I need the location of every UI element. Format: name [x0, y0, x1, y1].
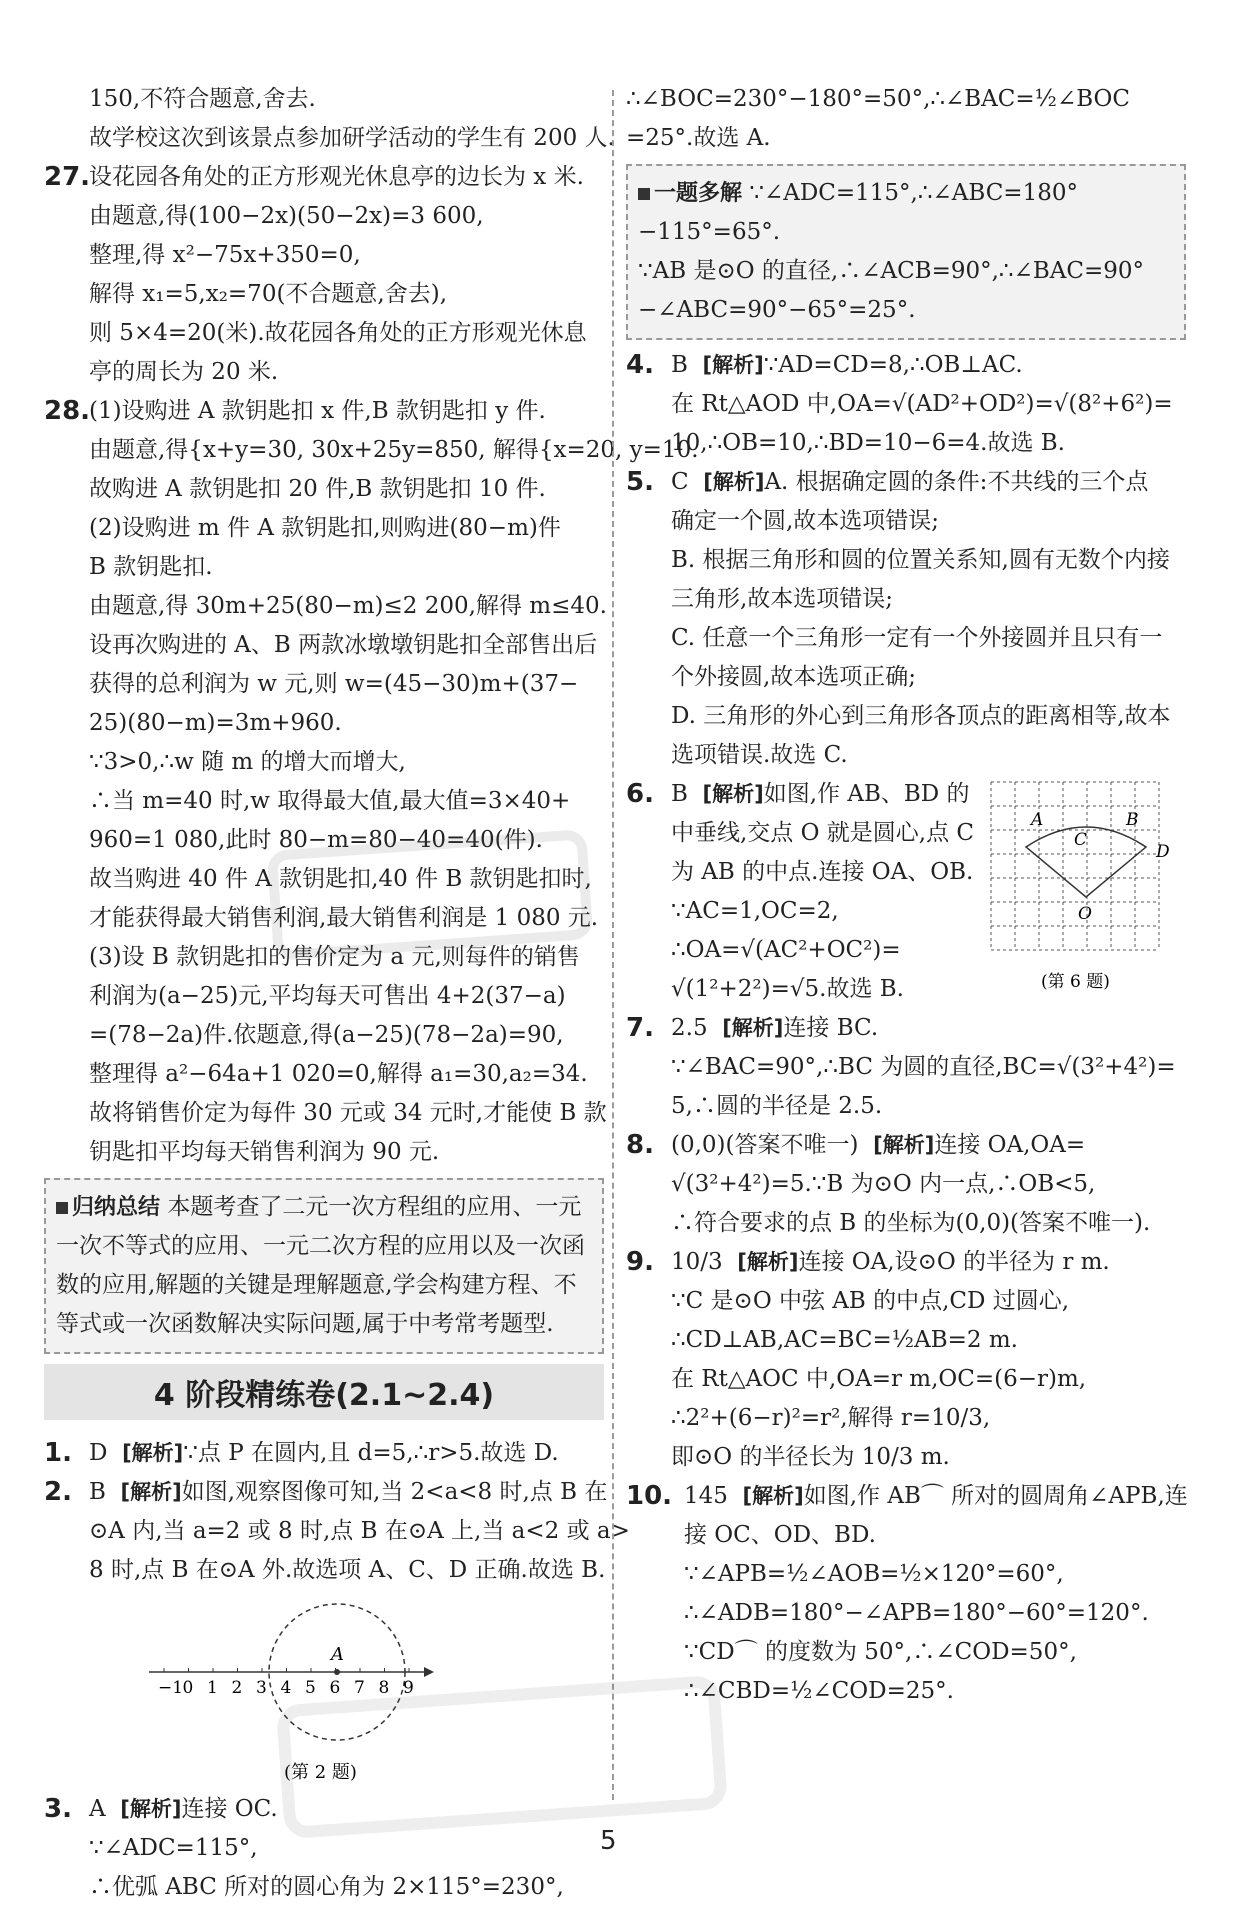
question-number: 28. — [44, 396, 91, 426]
text-line: √(1²+2²)=√5.故选 B. — [671, 976, 904, 1002]
text-line: ∴优弧 ABC 所对的圆心角为 2×115°=230°, — [89, 1874, 564, 1900]
answer: 145 — [684, 1483, 728, 1509]
text-line: 为 AB 的中点.连接 OA、OB. — [671, 859, 974, 885]
section-title: 4 阶段精练卷(2.1~2.4) — [44, 1364, 604, 1420]
arrow-icon — [424, 1667, 434, 1677]
analysis-tag: [解析] — [737, 1250, 799, 1274]
text-line: 选项错误.故选 C. — [671, 742, 848, 768]
text-line: ∵∠ADC=115°,∴∠ABC=180°−115°=65°. — [638, 180, 1078, 245]
answer: B — [671, 352, 688, 378]
text-line: ∴CD⊥AB,AC=BC=½AB=2 m. — [671, 1327, 1018, 1353]
text-line: (2)设购进 m 件 A 款钥匙扣,则购进(80−m)件 — [89, 515, 561, 541]
text-line: 三角形,故本选项错误; — [671, 586, 894, 612]
summary-box — [44, 1178, 604, 1354]
text-line: ∴∠BOC=230°−180°=50°,∴∠BAC=½∠BOC — [626, 86, 1131, 112]
text-line: ∴当 m=40 时,w 取得最大值,最大值=3×40+ — [89, 788, 571, 814]
tick-label: 6 — [329, 1678, 341, 1698]
text-line: ∵AB 是⊙O 的直径,∴∠ACB=90°,∴∠BAC=90°−∠ABC=90°−65°=25°. — [638, 258, 1144, 323]
tick-label: 2 — [231, 1678, 243, 1698]
square-icon — [638, 188, 650, 200]
text-line: 150,不符合题意,舍去. — [89, 86, 316, 112]
question-9 — [626, 1243, 1186, 1477]
text-line: 接 OC、OD、BD. — [684, 1522, 876, 1548]
text-line: 中垂线,交点 O 就是圆心,点 C — [671, 820, 975, 846]
tick-label: 3 — [256, 1678, 267, 1698]
text-line: ⊙A 内,当 a=2 或 8 时,点 B 在⊙A 上,当 a<2 或 a> — [89, 1518, 630, 1544]
tick-label: 0 — [182, 1678, 194, 1698]
question-number: 10. — [626, 1481, 673, 1511]
text-line: 由题意,得{x+y=30, 30x+25y=850, 解得{x=20, y=10. — [89, 437, 699, 463]
text-line: 如图,作 AB⌒ 所对的圆周角∠APB,连 — [803, 1483, 1188, 1509]
watermark-stroke — [267, 829, 594, 961]
page-number: 5 — [600, 1826, 617, 1856]
text-line: 亭的周长为 20 米. — [89, 359, 279, 385]
text-line: 个外接圆,故本选项正确; — [671, 664, 917, 690]
label-d: D — [1156, 842, 1170, 862]
answer: B — [89, 1479, 106, 1505]
text-line: 即⊙O 的半径长为 10/3 m. — [671, 1444, 950, 1470]
question-7 — [626, 1009, 1186, 1126]
text-line: 才能获得最大销售利润,最大销售利润是 1 080 元. — [89, 905, 599, 931]
analysis-tag: [解析] — [120, 1480, 182, 1504]
analysis-tag: [解析] — [122, 1441, 184, 1465]
question-10 — [626, 1477, 1186, 1711]
figure-6 — [986, 777, 1186, 1007]
question-number: 5. — [626, 467, 654, 497]
analysis-tag: [解析] — [702, 782, 764, 806]
answer: (0,0)(答案不唯一) — [671, 1132, 859, 1158]
square-icon — [56, 1202, 68, 1214]
tick-label: 7 — [354, 1678, 365, 1698]
answer: C — [671, 469, 689, 495]
analysis-tag: [解析] — [742, 1484, 804, 1508]
question-number: 2. — [44, 1477, 72, 1507]
point-label: A — [331, 1644, 344, 1665]
tick-label: 8 — [378, 1678, 390, 1698]
question-number: 27. — [44, 162, 91, 192]
text-line: 如图,作 AB、BD 的 — [763, 781, 970, 807]
text-line: 整理得 a²−64a+1 020=0,解得 a₁=30,a₂=34. — [89, 1061, 588, 1087]
analysis-tag: [解析] — [702, 353, 764, 377]
grid — [991, 782, 1159, 950]
text-line: 如图,观察图像可知,当 2<a<8 时,点 B 在 — [181, 1479, 608, 1505]
text-line: 8 时,点 B 在⊙A 外.故选项 A、C、D 正确.故选 B. — [89, 1557, 606, 1583]
column-divider — [612, 90, 614, 1800]
text-line: 故将销售价定为每件 30 元或 34 元时,才能使 B 款 — [89, 1100, 607, 1126]
figure-caption: (第 6 题) — [1041, 972, 1110, 992]
analysis-tag: [解析] — [703, 470, 765, 494]
text-line: ∴2²+(6−r)²=r²,解得 r=10/3, — [671, 1405, 991, 1431]
question-5 — [626, 463, 1186, 775]
question-number: 1. — [44, 1438, 72, 1468]
text-line: 连接 OC. — [181, 1796, 278, 1822]
question-number: 4. — [626, 350, 654, 380]
text-line: 钥匙扣平均每天销售利润为 90 元. — [89, 1139, 440, 1165]
text-line: 由题意,得(100−2x)(50−2x)=3 600, — [89, 203, 484, 229]
text-line: 5,∴圆的半径是 2.5. — [671, 1093, 883, 1119]
answer: B — [671, 781, 688, 807]
text-line: B 款钥匙扣. — [89, 554, 213, 580]
text-line: ∴∠ADB=180°−∠APB=180°−60°=120°. — [684, 1600, 1149, 1626]
text-line: ∵CD⌒ 的度数为 50°,∴∠COD=50°, — [684, 1639, 1077, 1665]
text-line: ∴符合要求的点 B 的坐标为(0,0)(答案不唯一). — [671, 1210, 1151, 1236]
text-line: 在 Rt△AOD 中,OA=√(AD²+OD²)=√(8²+6²)= — [671, 391, 1173, 417]
text-line: 设花园各角处的正方形观光休息亭的边长为 x 米. — [89, 164, 584, 190]
label-c: C — [1074, 830, 1088, 850]
text-line: ∵3>0,∴w 随 m 的增大而增大, — [89, 749, 406, 775]
multi-solution-box — [626, 164, 1186, 340]
answer: 2.5 — [671, 1015, 708, 1041]
text-line: ∴∠CBD=½∠COD=25°. — [684, 1678, 954, 1704]
text-line: ∴OA=√(AC²+OC²)= — [671, 937, 901, 963]
text-line: ∵∠BAC=90°,∴BC 为圆的直径,BC=√(3²+4²)= — [671, 1054, 1176, 1080]
text-line: D. 三角形的外心到三角形各顶点的距离相等,故本 — [671, 703, 1171, 729]
text-line: ∵∠APB=½∠AOB=½×120°=60°, — [684, 1561, 1064, 1587]
text-line: ∵点 P 在圆内,且 d=5,∴r>5.故选 D. — [183, 1440, 559, 1466]
text-line: 利润为(a−25)元,平均每天可售出 4+2(37−a) — [89, 983, 566, 1009]
text-line: 由题意,得 30m+25(80−m)≤2 200,解得 m≤40. — [89, 593, 607, 619]
figure-caption: (第 2 题) — [284, 1762, 357, 1783]
text-line: 连接 OA,OA= — [934, 1132, 1086, 1158]
text-line: ∵AD=CD=8,∴OB⊥AC. — [763, 352, 1023, 378]
text-line: 故当购进 40 件 A 款钥匙扣,40 件 B 款钥匙扣时, — [89, 866, 592, 892]
text-line: (1)设购进 A 款钥匙扣 x 件,B 款钥匙扣 y 件. — [89, 398, 546, 424]
text-line: 25)(80−m)=3m+960. — [89, 710, 342, 736]
text-line: =(78−2a)件.依题意,得(a−25)(78−2a)=90, — [89, 1022, 564, 1048]
question-1 — [44, 1434, 604, 1473]
question-number: 8. — [626, 1130, 654, 1160]
text-line: 则 5×4=20(米).故花园各角处的正方形观光休息 — [89, 320, 587, 346]
text-line: 确定一个圆,故本选项错误; — [671, 508, 940, 534]
text-line: C. 任意一个三角形一定有一个外接圆并且只有一 — [671, 625, 1163, 651]
text-line: (3)设 B 款钥匙扣的售价定为 a 元,则每件的销售 — [89, 944, 580, 970]
answer: 10/3 — [671, 1249, 723, 1275]
answer: D — [89, 1440, 108, 1466]
tick-label: 4 — [280, 1678, 292, 1698]
tick-label: 1 — [207, 1678, 218, 1698]
question-2 — [44, 1473, 630, 1590]
label-a: A — [1031, 810, 1044, 830]
question-number: 7. — [626, 1013, 654, 1043]
text-line: √(3²+4²)=5.∵B 为⊙O 内一点,∴OB<5, — [671, 1171, 1096, 1197]
text-line: 连接 OA,设⊙O 的半径为 r m. — [798, 1249, 1110, 1275]
question-6 — [626, 775, 1186, 1009]
text-line: 连接 BC. — [783, 1015, 879, 1041]
text-line: B. 根据三角形和圆的位置关系知,圆有无数个内接 — [671, 547, 1170, 573]
tick-label: 9 — [403, 1678, 414, 1698]
text-line: ∵∠ADC=115°, — [89, 1835, 258, 1861]
label-o: O — [1078, 904, 1092, 924]
text-line: ∵AC=1,OC=2, — [671, 898, 839, 924]
tick-label: −1 — [158, 1678, 184, 1698]
text-line: 设再次购进的 A、B 两款冰墩墩钥匙扣全部售出后 — [89, 632, 598, 658]
question-8 — [626, 1126, 1186, 1243]
summary-text: 本题考查了二元一次方程组的应用、一元一次不等式的应用、一元二次方程的应用以及一次函数的应用,解题的关键是理解题意,学会构建方程、不等式或一次函数解决实际问题,属于中考常考题型. — [56, 1194, 585, 1337]
question-number: 3. — [44, 1794, 72, 1824]
label-b: B — [1126, 810, 1139, 830]
tick-label: 5 — [305, 1678, 316, 1698]
text-line: 整理,得 x²−75x+350=0, — [89, 242, 361, 268]
question-27 — [44, 158, 604, 392]
text-line: 10,∴OB=10,∴BD=10−6=4.故选 B. — [671, 430, 1065, 456]
summary-tag: 归纳总结 — [56, 1195, 160, 1220]
answer: A — [89, 1796, 106, 1822]
right-column — [626, 80, 1186, 1711]
text-line: 故购进 A 款钥匙扣 20 件,B 款钥匙扣 10 件. — [89, 476, 546, 502]
multi-tag: 一题多解 — [638, 181, 742, 206]
analysis-tag: [解析] — [873, 1133, 935, 1157]
question-28 — [44, 392, 699, 1172]
question-number: 6. — [626, 779, 654, 809]
text-line: =25°.故选 A. — [626, 125, 771, 151]
text-line: 获得的总利润为 w 元,则 w=(45−30)m+(37− — [89, 671, 579, 697]
question-number: 9. — [626, 1247, 654, 1277]
question-4 — [626, 346, 1186, 463]
text-line: A. 根据确定圆的条件:不共线的三个点 — [764, 469, 1149, 495]
text-line: 960=1 080,此时 80−m=80−40=40(件). — [89, 827, 543, 853]
analysis-tag: [解析] — [120, 1797, 182, 1821]
text-line: 故学校这次到该景点参加研学活动的学生有 200 人. — [89, 125, 615, 151]
text-line: ∵C 是⊙O 中弦 AB 的中点,CD 过圆心, — [671, 1288, 1070, 1314]
text-line: 在 Rt△AOC 中,OA=r m,OC=(6−r)m, — [671, 1366, 1087, 1392]
text-line: 解得 x₁=5,x₂=70(不合题意,舍去), — [89, 281, 448, 307]
center-point — [334, 1669, 340, 1675]
analysis-tag: [解析] — [722, 1016, 784, 1040]
